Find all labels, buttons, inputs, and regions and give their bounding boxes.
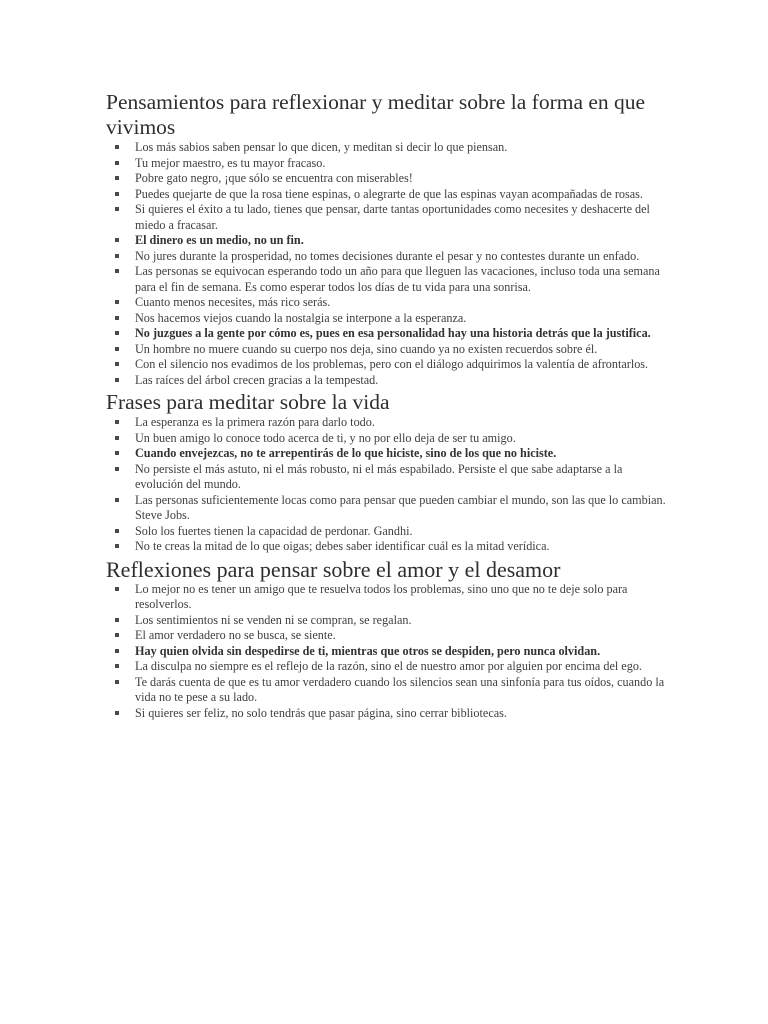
list-item-text: Un buen amigo lo conoce todo acerca de ti, y no por ello deja de ser tu amigo. — [135, 430, 516, 445]
square-bullet-icon — [115, 498, 119, 502]
list-item — [106, 249, 666, 265]
list-item-bold — [106, 446, 666, 462]
list-item — [106, 187, 666, 203]
list-item-bold — [106, 233, 666, 249]
square-bullet-icon — [115, 633, 119, 637]
list-item — [106, 311, 666, 327]
square-bullet-icon — [115, 161, 119, 165]
list-item-text: No juzgues a la gente por cómo es, pues en esa personalidad hay una historia detrás que la justifica. — [135, 326, 651, 340]
list-item — [106, 373, 666, 389]
list-item-text: Los sentimientos ni se venden ni se compran, se regalan. — [135, 612, 412, 627]
list-item — [106, 171, 666, 187]
list-item-bold — [106, 326, 666, 342]
list-item — [106, 706, 666, 722]
square-bullet-icon — [115, 347, 119, 351]
list-item — [106, 462, 666, 493]
square-bullet-icon — [115, 269, 119, 273]
list-item-text: El amor verdadero no se busca, se siente. — [135, 628, 336, 642]
list-item-text: Con el silencio nos evadimos de los problemas, pero con el diálogo adquirimos la valentía de afrontarlos. — [135, 357, 649, 371]
list-item-text: Si quieres el éxito a tu lado, tienes que pensar, darte tantas oportunidades como necesites y deshacerte del miedo a fracasar. — [135, 202, 650, 232]
list-item — [106, 613, 666, 629]
list-item-text: Te darás cuenta de que es tu amor verdadero cuando los silencios sean una sinfonía para tus oídos, cuando la vida no te pese a su lado. — [135, 674, 665, 704]
list-item — [106, 493, 666, 524]
list-item — [106, 295, 666, 311]
list-item-text: La disculpa no siempre es el reflejo de la razón, sino el de nuestro amor por alguien por encima del ego. — [135, 659, 642, 673]
list-item — [106, 524, 666, 540]
square-bullet-icon — [115, 300, 119, 304]
list-item-text: Si quieres ser feliz, no solo tendrás que pasar página, sino cerrar bibliotecas. — [135, 705, 507, 720]
list-item — [106, 202, 666, 233]
square-bullet-icon — [115, 544, 119, 548]
list-item-text: Las raíces del árbol crecen gracias a la tempestad. — [135, 372, 379, 387]
list-item-text: Un hombre no muere cuando su cuerpo nos deja, sino cuando ya no existen recuerdos sobre él. — [135, 341, 598, 356]
document-page — [106, 90, 666, 723]
list-item-text: Nos hacemos viejos cuando la nostalgia se interpone a la esperanza. — [135, 310, 467, 325]
section-list — [106, 140, 666, 388]
square-bullet-icon — [115, 331, 119, 335]
square-bullet-icon — [115, 587, 119, 591]
list-item — [106, 140, 666, 156]
square-bullet-icon — [115, 618, 119, 622]
list-item-text: Puedes quejarte de que la rosa tiene espinas, o alegrarte de que las espinas vayan acompañadas de rosas. — [135, 186, 643, 201]
list-item-text: El dinero es un medio, no un fin. — [135, 233, 304, 247]
list-item — [106, 582, 666, 613]
square-bullet-icon — [115, 436, 119, 440]
list-item — [106, 659, 666, 675]
list-item — [106, 156, 666, 172]
square-bullet-icon — [115, 238, 119, 242]
square-bullet-icon — [115, 467, 119, 471]
list-item-text: Lo mejor no es tener un amigo que te resuelva todos los problemas, sino uno que no te deje solo para resolverlos. — [135, 581, 628, 611]
list-item-text: Tu mejor maestro, es tu mayor fracaso. — [135, 155, 326, 170]
section-title: Reflexiones para pensar sobre el amor y el desamor — [106, 556, 561, 582]
square-bullet-icon — [115, 316, 119, 320]
list-item — [106, 675, 666, 706]
square-bullet-icon — [115, 680, 119, 684]
list-item-text: La esperanza es la primera razón para darlo todo. — [135, 415, 375, 429]
list-item — [106, 415, 666, 431]
list-item — [106, 357, 666, 373]
list-item — [106, 342, 666, 358]
section-list — [106, 582, 666, 722]
list-item — [106, 431, 666, 447]
list-item — [106, 264, 666, 295]
section-title: Frases para meditar sobre la vida — [106, 390, 390, 414]
square-bullet-icon — [115, 649, 119, 653]
list-item-text: Solo los fuertes tienen la capacidad de perdonar. Gandhi. — [135, 523, 413, 538]
section-title: Pensamientos para reflexionar y meditar sobre la forma en que vivimos — [106, 90, 646, 139]
list-item-text: No persiste el más astuto, ni el más robusto, ni el más espabilado. Persiste el que sabe adaptarse a la evolución del mundo. — [135, 461, 623, 491]
square-bullet-icon — [115, 711, 119, 715]
list-item-text: No te creas la mitad de lo que oigas; debes saber identificar cuál es la mitad verídica. — [135, 539, 550, 553]
list-item-text: Los más sabios saben pensar lo que dicen, y meditan si decir lo que piensan. — [135, 140, 508, 154]
square-bullet-icon — [115, 664, 119, 668]
list-item-text: Cuanto menos necesites, más rico serás. — [135, 295, 331, 309]
square-bullet-icon — [115, 145, 119, 149]
square-bullet-icon — [115, 192, 119, 196]
list-item-text: Las personas suficientemente locas como para pensar que pueden cambiar el mundo, son las que lo cambian. Steve Jobs. — [135, 492, 666, 522]
square-bullet-icon — [115, 451, 119, 455]
list-item — [106, 628, 666, 644]
square-bullet-icon — [115, 176, 119, 180]
list-item-text: Pobre gato negro, ¡que sólo se encuentra con miserables! — [135, 171, 413, 185]
list-item — [106, 539, 666, 555]
square-bullet-icon — [115, 529, 119, 533]
list-item-text: Cuando envejezcas, no te arrepentirás de lo que hiciste, sino de los que no hiciste. — [135, 446, 557, 460]
list-item-text: Hay quien olvida sin despedirse de ti, mientras que otros se despiden, pero nunca olvidan. — [135, 643, 601, 658]
list-item-text: Las personas se equivocan esperando todo un año para que lleguen las vacaciones, incluso toda una semana para el fin de semana. Es como esperar todos los días de tu vida para una sonrisa. — [135, 264, 660, 294]
square-bullet-icon — [115, 420, 119, 424]
list-item-bold — [106, 644, 666, 660]
square-bullet-icon — [115, 207, 119, 211]
square-bullet-icon — [115, 378, 119, 382]
section-list — [106, 415, 666, 555]
list-item-text: No jures durante la prosperidad, no tomes decisiones durante el pesar y no contestes durante un enfado. — [135, 248, 640, 263]
square-bullet-icon — [115, 254, 119, 258]
square-bullet-icon — [115, 362, 119, 366]
